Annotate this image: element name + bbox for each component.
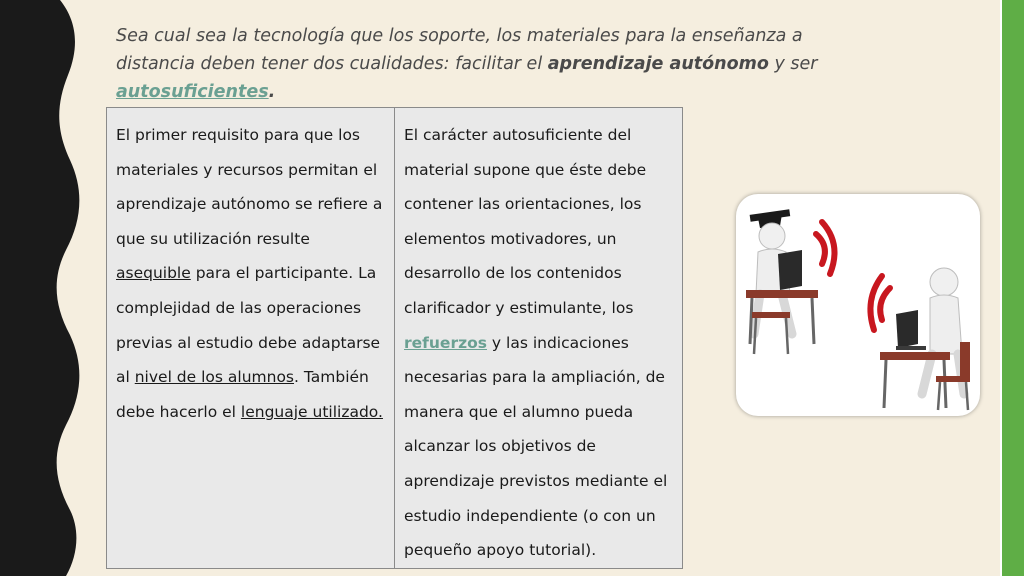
intro-text: Sea cual sea la tecnología que los soporte, los materiales para la enseñanza a distancia deben tener dos cualidades: facilitar el aprendizaje autónomo y ser autosuficientes. bbox=[116, 26, 818, 102]
distance-learning-illustration bbox=[736, 194, 980, 416]
green-accent-stripe bbox=[1002, 0, 1024, 576]
laptop-icon-2 bbox=[896, 310, 926, 350]
self-sufficiency-cell: El carácter autosuficiente del material supone que éste debe contener las orientaciones, los elementos motivadores, un desarrollo de los contenidos clarificador y estimulante, los refuerzos y las indicaciones necesarias para la ampliación, de manera que el alumno pueda alcanzar los objetivos de aprendizaje previstos mediante el estudio independiente (o con un pequeño apoyo tutorial). bbox=[395, 108, 683, 569]
decorative-left-band bbox=[0, 0, 120, 576]
refuerzos-link[interactable]: refuerzos bbox=[404, 333, 487, 352]
student-figure-icon bbox=[922, 268, 964, 394]
asequible-term: asequible bbox=[116, 264, 191, 283]
autosuficientes-link[interactable]: autosuficientes bbox=[116, 82, 269, 102]
comparison-table bbox=[106, 107, 683, 569]
laptop-icon bbox=[778, 250, 802, 290]
lenguaje-term: lenguaje utilizado. bbox=[240, 402, 383, 421]
wifi-signal-icon bbox=[816, 222, 835, 274]
autonomy-cell: El primer requisito para que los materiales y recursos permitan el aprendizaje autónomo se refiere a que su utilización resulte asequible para el participante. La complejidad de las operaciones previas al estudio debe adaptarse al nivel de los alumnos. También debe hacerlo el lenguaje utilizado. bbox=[107, 108, 395, 569]
nivel-alumnos-term: nivel de los alumnos bbox=[134, 368, 295, 387]
key-term-aprendizaje: aprendizaje autónomo bbox=[547, 54, 769, 74]
wifi-signal-icon-2 bbox=[870, 276, 890, 330]
